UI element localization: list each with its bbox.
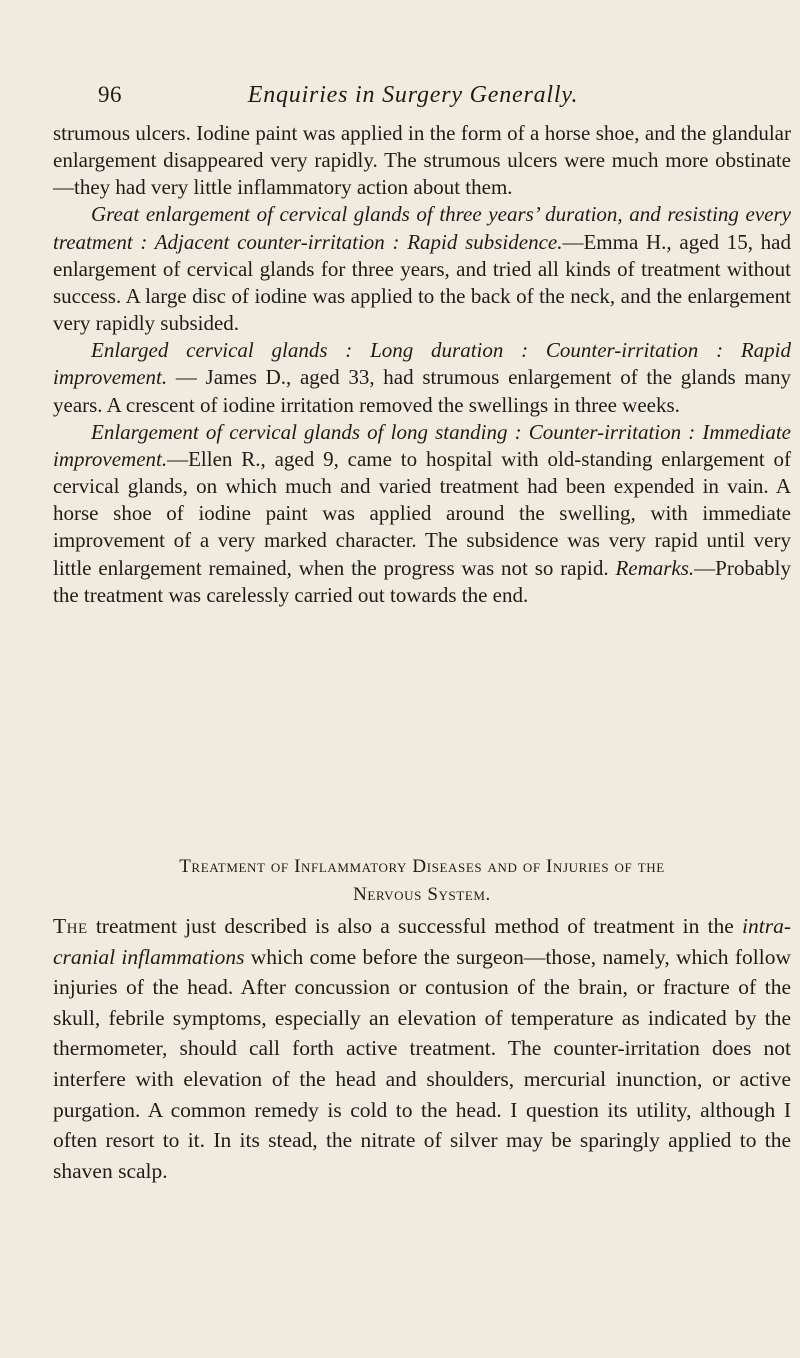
section-heading-line-1: Treatment of Inflammatory Diseases and of Injuries of the bbox=[179, 856, 665, 877]
section-text-b: which come before the surgeon—those, namely, which follow injuries of the head. After concussion or contusion of the brain, or fracture of the skull, febrile symptoms, especially an elevation of temperature as indicated by the thermometer, should call forth active treatment. The counter-irritation does not interfere with elevation of the head and shoulders, mercurial inunction, or active purgation. A common remedy is cold to the head. I question its utility, although I often resort to it. In its stead, the nitrate of silver may be sparingly applied to the shaven scalp. bbox=[53, 944, 791, 1183]
page-number: 96 bbox=[98, 82, 122, 107]
remarks-label: Remarks. bbox=[615, 555, 695, 580]
running-head bbox=[98, 76, 698, 116]
case-notes bbox=[53, 120, 791, 609]
case-text: —Ellen R., aged 9, came to hospital with old-standing enlargement of cervical glands, on which much and varied treatment had been expended in vain. A horse shoe of iodine paint was applied around the swelling, with immediate improvement of a very marked character. The subsidence was very rapid until very little enlargement remained, when the progress was not so rapid. bbox=[53, 446, 791, 580]
case-heading: Enlarged cervical glands : Long duration : Counter-irritation : Rapid improvement. bbox=[53, 338, 791, 390]
case-paragraph-james bbox=[53, 337, 791, 418]
section-paragraph bbox=[53, 911, 791, 1186]
case-paragraph-emma bbox=[53, 201, 791, 337]
case-heading: Enlargement of cervical glands of long standing : Counter-irritation : Immediate improvement. bbox=[53, 419, 791, 471]
section-italic-term: intra-cranial inflammations bbox=[53, 914, 791, 969]
remarks-text: —Probably the treatment was carelessly carried out towards the end. bbox=[53, 555, 791, 607]
running-title: Enquiries in Surgery Generally. bbox=[247, 82, 579, 108]
section-heading-line-2: Nervous System. bbox=[353, 884, 491, 905]
case-text: —Emma H., aged 15, had enlargement of cervical glands for three years, and tried all kinds of treatment without success. A large disc of iodine was applied to the back of the neck, and the enlargement very rapidly subsided. bbox=[53, 229, 791, 336]
case-heading: Great enlargement of cervical glands of three years’ duration, and resisting every treatment : Adjacent counter-irritation : Rapid subsidence. bbox=[53, 202, 791, 254]
paragraph-text: strumous ulcers. Iodine paint was applied in the form of a horse shoe, and the glandular enlargement disappeared very rapidly. The strumous ulcers were much more obstinate—they had very little inflammatory action about them. bbox=[53, 121, 791, 200]
paragraph-continued bbox=[53, 120, 791, 201]
section-heading bbox=[53, 853, 791, 909]
case-paragraph-ellen bbox=[53, 419, 791, 609]
lead-word: The bbox=[53, 914, 88, 938]
section-text-a: treatment just described is also a successful method of treatment in the bbox=[87, 914, 743, 938]
case-text: — James D., aged 33, had strumous enlargement of the glands many years. A crescent of iodine irritation removed the swellings in three weeks. bbox=[53, 365, 791, 417]
